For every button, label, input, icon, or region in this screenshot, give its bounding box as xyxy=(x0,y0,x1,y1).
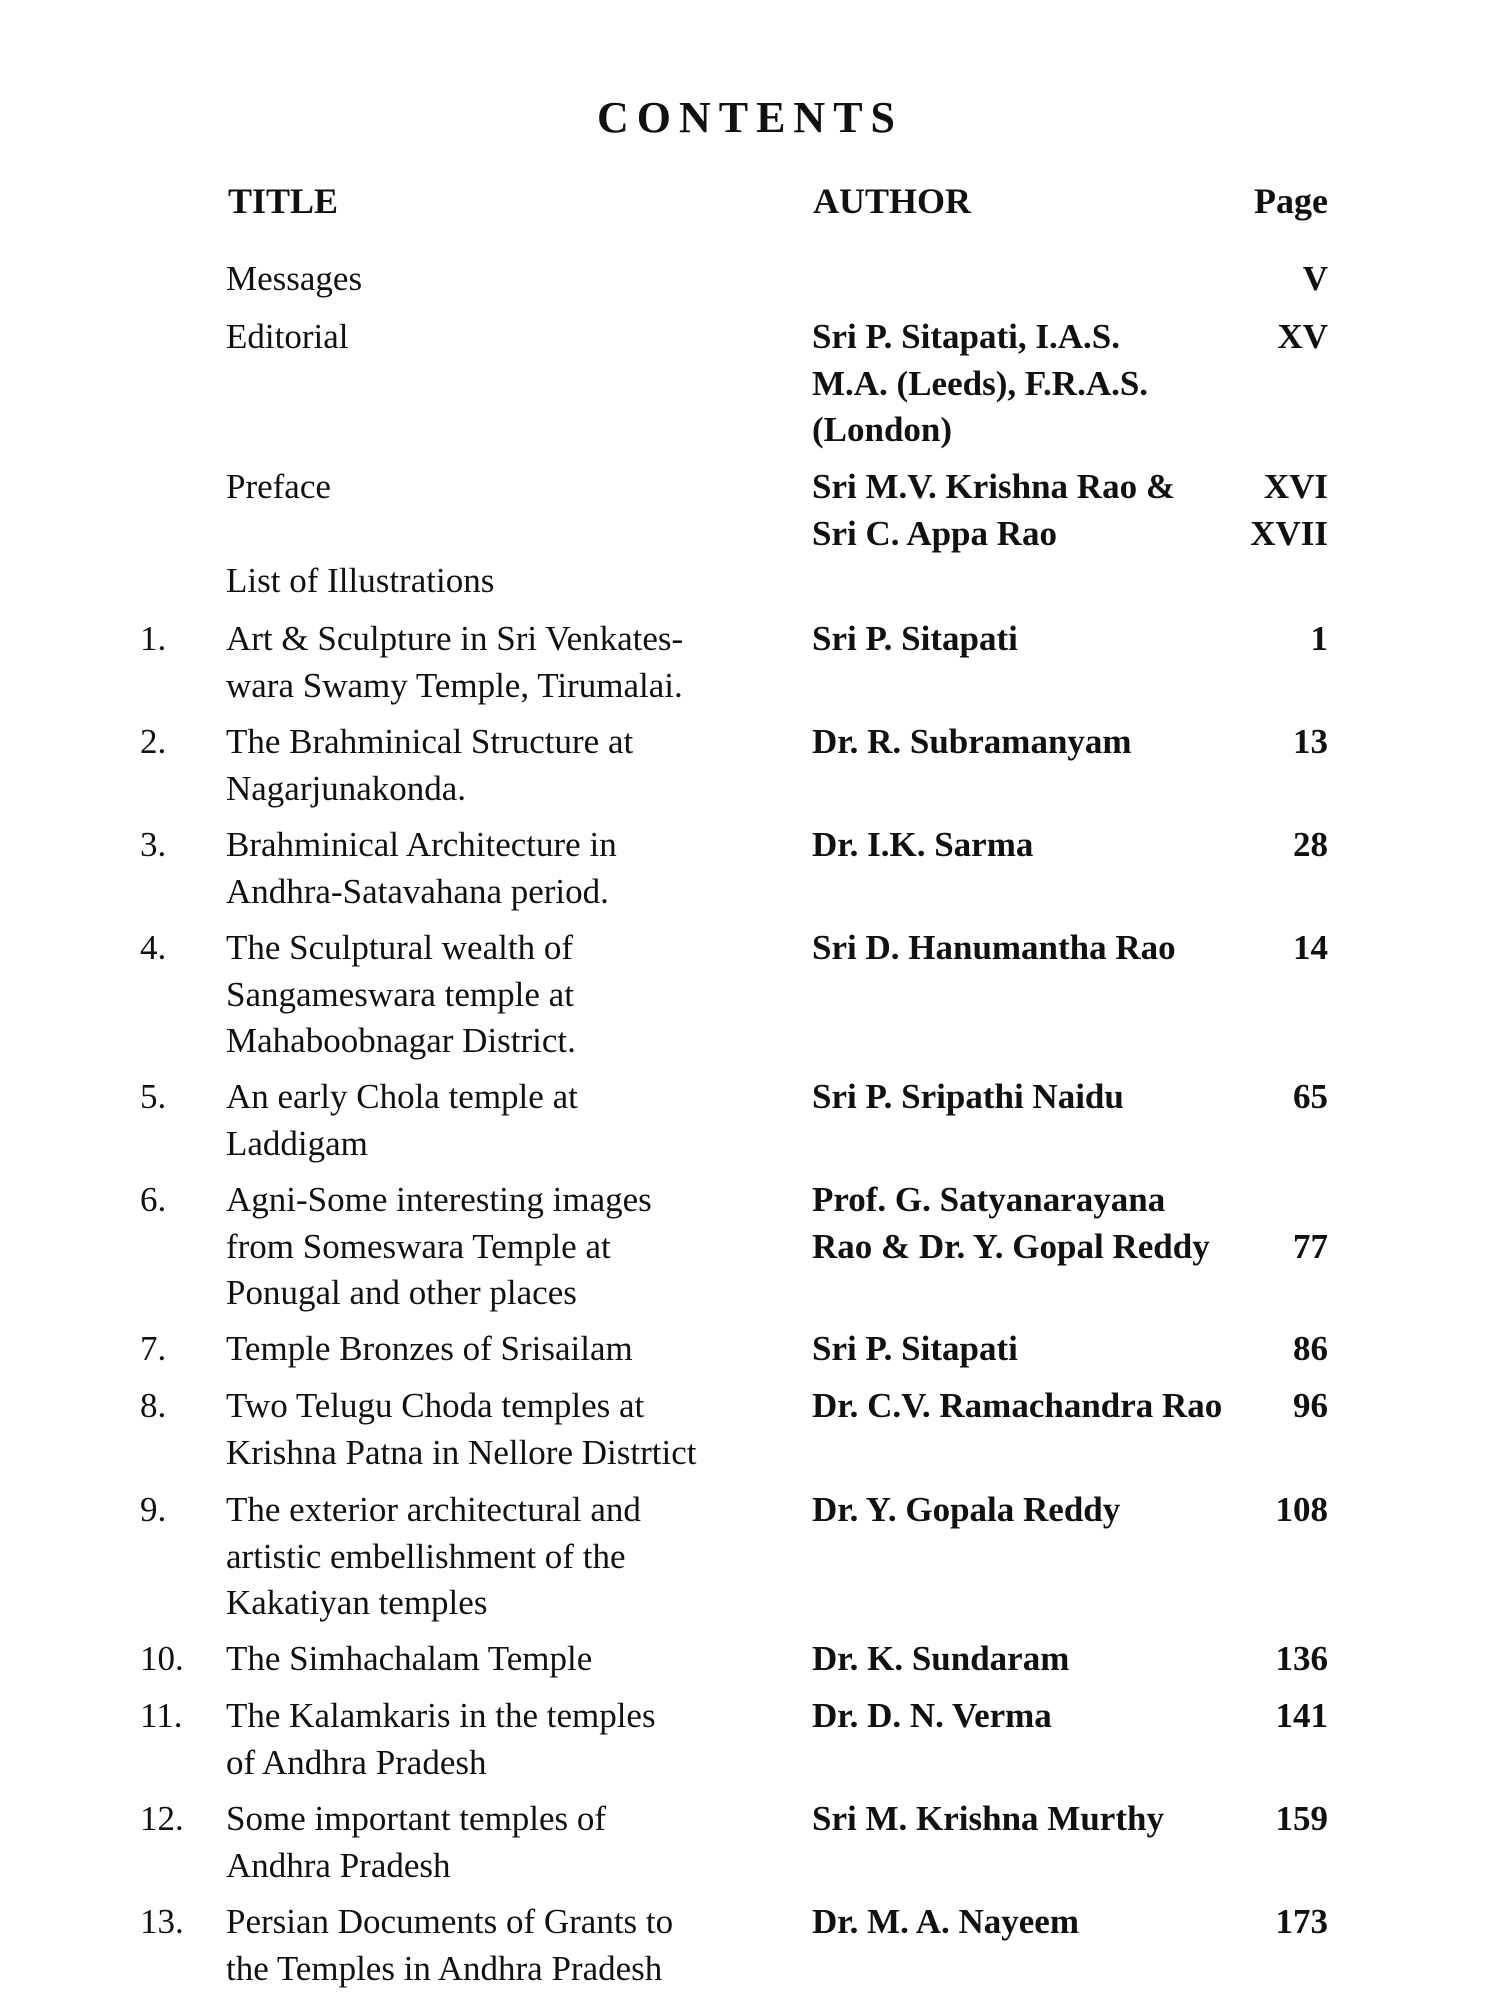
entry-title xyxy=(226,1177,786,1317)
title-line: Two Telugu Choda temples at xyxy=(226,1386,645,1425)
author-line: Sri P. Sripathi Naidu xyxy=(812,1077,1124,1116)
title-line: List of Illustrations xyxy=(226,561,495,600)
page-line: V xyxy=(1302,259,1328,298)
column-header-title: TITLE xyxy=(228,181,339,221)
title-line: Art & Sculpture in Sri Venkates- xyxy=(226,619,684,658)
entry-number: 11. xyxy=(140,1696,183,1735)
entry-title xyxy=(226,256,786,303)
title-line: wara Swamy Temple, Tirumalai. xyxy=(226,665,683,705)
author-line: Dr. M. A. Nayeem xyxy=(812,1902,1079,1941)
title-line: Temple Bronzes of Srisailam xyxy=(226,1329,633,1368)
author-line: Dr. I.K. Sarma xyxy=(812,825,1034,864)
entry-title xyxy=(226,719,786,812)
entry-title xyxy=(226,314,786,361)
entry-page: 65 xyxy=(1293,1077,1328,1116)
author-line: Dr. D. N. Verma xyxy=(812,1696,1052,1735)
author-line: Sri M. Krishna Murthy xyxy=(812,1799,1164,1838)
entry-page: 77 xyxy=(1293,1226,1328,1266)
page-line: XVI xyxy=(1263,467,1328,506)
author-line: Dr. C.V. Ramachandra Rao xyxy=(812,1386,1223,1425)
title-line: Laddigam xyxy=(226,1123,368,1163)
title-line: of Andhra Pradesh xyxy=(226,1742,487,1782)
title-line: Andhra Pradesh xyxy=(226,1845,451,1885)
entry-page: 96 xyxy=(1293,1386,1328,1425)
title-line: The Simhachalam Temple xyxy=(226,1639,593,1678)
entry-title xyxy=(226,925,786,1065)
title-line: Some important temples of xyxy=(226,1799,607,1838)
entry-title xyxy=(226,1487,786,1627)
author-line: Dr. Y. Gopala Reddy xyxy=(812,1490,1121,1529)
entry-page: 159 xyxy=(1275,1799,1328,1838)
entry-number: 6. xyxy=(140,1180,167,1219)
title-line: Editorial xyxy=(226,317,349,356)
title-line: Andhra-Satavahana period. xyxy=(226,871,609,911)
column-header-author: AUTHOR xyxy=(813,181,972,221)
entry-title xyxy=(226,1796,786,1889)
title-line: Krishna Patna in Nellore Distrtict xyxy=(226,1432,697,1472)
title-line: artistic embellishment of the xyxy=(226,1536,626,1576)
entry-number: 2. xyxy=(140,722,167,761)
author-line: Sri P. Sitapati xyxy=(812,619,1018,658)
author-line: Sri D. Hanumantha Rao xyxy=(812,928,1176,967)
title-line: Messages xyxy=(226,259,363,298)
author-line: Dr. R. Subramanyam xyxy=(812,722,1132,761)
entry-page: 28 xyxy=(1293,825,1328,864)
entry-number: 12. xyxy=(140,1799,184,1838)
entry-title xyxy=(226,464,786,511)
title-line: Sangameswara temple at xyxy=(226,974,574,1014)
title-line: The Kalamkaris in the temples xyxy=(226,1696,656,1735)
page-line: XV xyxy=(1277,317,1328,356)
entry-page: 14 xyxy=(1293,928,1328,967)
entry-page xyxy=(1200,464,1328,557)
title-line: Preface xyxy=(226,467,331,506)
title-line: from Someswara Temple at xyxy=(226,1226,611,1266)
title-line: An early Chola temple at xyxy=(226,1077,578,1116)
entry-title xyxy=(226,822,786,915)
entry-number: 8. xyxy=(140,1386,167,1425)
entry-number: 3. xyxy=(140,825,167,864)
title-line: Nagarjunakonda. xyxy=(226,768,467,808)
title-line: Mahaboobnagar District. xyxy=(226,1021,576,1060)
page-title: CONTENTS xyxy=(596,93,904,142)
entry-title xyxy=(226,1326,786,1373)
entry-title xyxy=(226,1636,786,1683)
author-line: Sri C. Appa Rao xyxy=(812,513,1058,553)
entry-number: 1. xyxy=(140,619,167,658)
entry-number: 9. xyxy=(140,1490,167,1529)
entry-page: 108 xyxy=(1275,1490,1328,1529)
entry-page xyxy=(1200,256,1328,303)
entry-title xyxy=(226,616,786,709)
entry-number: 10. xyxy=(140,1639,184,1678)
title-line: The Sculptural wealth of xyxy=(226,928,573,967)
entry-page: 136 xyxy=(1275,1639,1328,1678)
title-line: The Brahminical Structure at xyxy=(226,722,634,761)
entry-page: 141 xyxy=(1275,1696,1328,1735)
author-line: Sri P. Sitapati, I.A.S. xyxy=(812,317,1120,356)
entry-number: 7. xyxy=(140,1329,167,1368)
author-line: Prof. G. Satyanarayana xyxy=(812,1180,1166,1219)
author-line: Rao & Dr. Y. Gopal Reddy xyxy=(812,1226,1210,1266)
entry-page xyxy=(1200,314,1328,361)
title-line: Kakatiyan temples xyxy=(226,1583,488,1622)
page-line: XVII xyxy=(1250,513,1328,553)
entry-number: 4. xyxy=(140,928,167,967)
entry-number: 13. xyxy=(140,1902,184,1941)
entry-page: 86 xyxy=(1293,1329,1328,1368)
author-line: M.A. (Leeds), F.R.A.S. xyxy=(812,363,1149,403)
column-header-page: Page xyxy=(1254,181,1328,221)
entry-page: 1 xyxy=(1310,619,1328,658)
entry-title xyxy=(226,558,786,605)
entry-number: 5. xyxy=(140,1077,167,1116)
title-line: Brahminical Architecture in xyxy=(226,825,617,864)
entry-page: 13 xyxy=(1293,722,1328,761)
author-line: (London) xyxy=(812,410,953,449)
author-line: Sri P. Sitapati xyxy=(812,1329,1018,1368)
entry-title xyxy=(226,1074,786,1167)
title-line: Ponugal and other places xyxy=(226,1273,577,1312)
entry-title xyxy=(226,1693,786,1786)
entry-page: 173 xyxy=(1275,1902,1328,1941)
title-line: The exterior architectural and xyxy=(226,1490,641,1529)
title-line: Agni-Some interesting images xyxy=(226,1180,652,1219)
title-line: Persian Documents of Grants to xyxy=(226,1902,674,1941)
title-line: the Temples in Andhra Pradesh xyxy=(226,1948,663,1988)
entry-title xyxy=(226,1899,786,1992)
author-line: Dr. K. Sundaram xyxy=(812,1639,1070,1678)
author-line: Sri M.V. Krishna Rao & xyxy=(812,467,1175,506)
entry-title xyxy=(226,1383,786,1476)
